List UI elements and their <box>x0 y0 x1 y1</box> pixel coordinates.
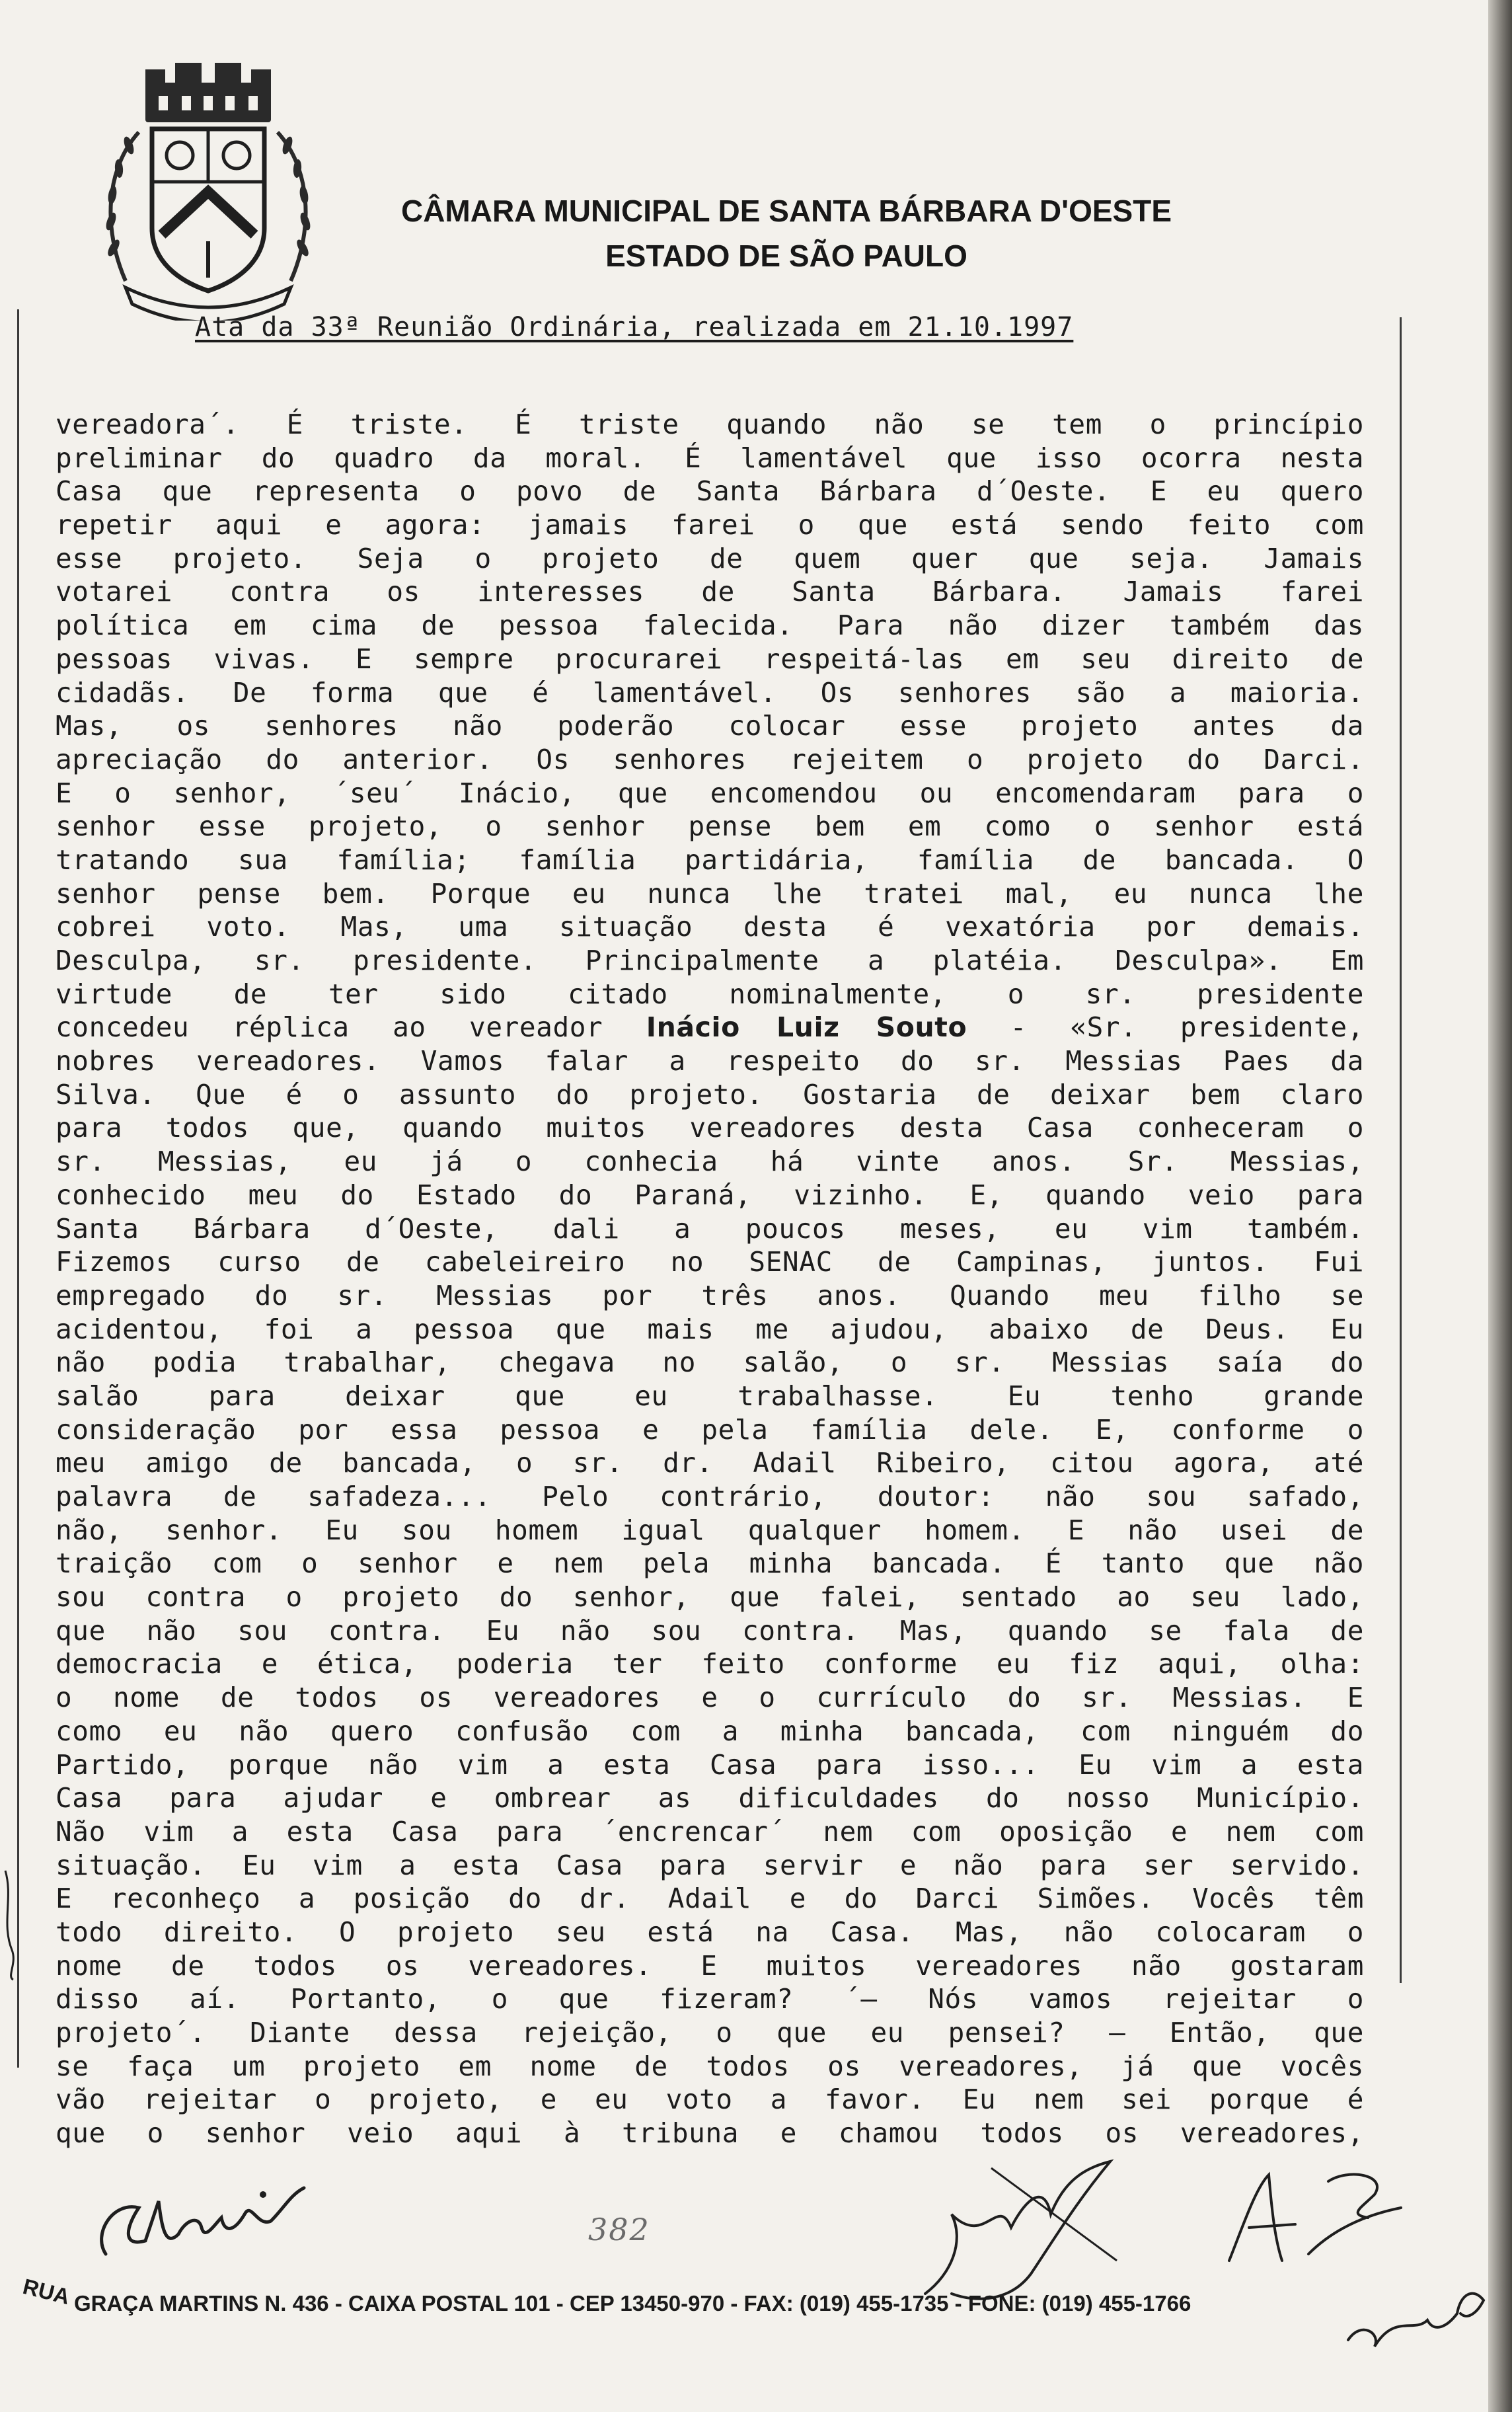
page-number: 382 <box>588 2212 650 2247</box>
text-line: esse projeto. Seja o projeto de quem quer que seja. Jamais <box>56 542 1364 574</box>
text-line: como eu não quero confusão com a minha bancada, com ninguém do <box>56 1715 1364 1747</box>
text-line: consideração por essa pessoa e pela família dele. E, conforme o <box>56 1413 1364 1446</box>
institution-header <box>291 188 1282 278</box>
text-line: para todos que, quando muitos vereadores desta Casa conheceram o <box>56 1112 1364 1144</box>
text-line: meu amigo de bancada, o sr. dr. Adail Ribeiro, citou agora, até <box>56 1447 1364 1479</box>
state-name: ESTADO DE SÃO PAULO <box>605 239 967 273</box>
text-line: não, senhor. Eu sou homem igual qualquer homem. E não usei de <box>56 1514 1364 1546</box>
text-line: que não sou contra. Eu não sou contra. Mas, quando se fala de <box>56 1614 1364 1647</box>
text-line: disso aí. Portanto, o que fizeram? ´— Nós vamos rejeitar o <box>56 1983 1364 2015</box>
text-line: empregado do sr. Messias por três anos. Quando meu filho se <box>56 1279 1364 1311</box>
footer-street-prefix: RUA <box>20 2274 73 2310</box>
text-line: palavra de safadeza... Pelo contrário, doutor: não sou safado, <box>56 1481 1364 1512</box>
signature-right <box>1216 2161 1414 2274</box>
text-line: tratando sua família; família partidária, família de bancada. O <box>56 843 1364 876</box>
text-line: Não vim a esta Casa para ´encrencar´ nem com oposição e nem com <box>56 1815 1364 1848</box>
text-line: Mas, os senhores não poderão colocar esse projeto antes da <box>56 710 1364 742</box>
text-line: traição com o senhor e nem pela minha bancada. É tanto que não <box>56 1547 1364 1580</box>
text-line: não podia trabalhar, chegava no salão, o sr. Messias saía do <box>56 1346 1364 1379</box>
text-line: sou contra o projeto do senhor, que falei, sentado ao seu lado, <box>56 1581 1364 1614</box>
text-line: vão rejeitar o projeto, e eu voto a favor. Eu nem sei porque é <box>56 2083 1364 2116</box>
text-segment: - «Sr. presidente, <box>967 1011 1364 1044</box>
right-margin-rule <box>1400 317 1402 1983</box>
text-line: nobres vereadores. Vamos falar a respeito do sr. Messias Paes da <box>56 1045 1364 1077</box>
coat-of-arms-emblem <box>99 63 317 321</box>
text-line: nome de todos os vereadores. E muitos vereadores não gostaram <box>56 1949 1364 1982</box>
text-line: conhecido meu do Estado do Paraná, vizinho. E, quando veio para <box>56 1179 1364 1211</box>
text-line: acidentou, foi a pessoa que mais me ajudou, abaixo de Deus. Eu <box>56 1313 1364 1345</box>
text-line: pessoas vivas. E sempre procurarei respeitá-las em seu direito de <box>56 642 1364 675</box>
text-line: cidadãs. De forma que é lamentável. Os senhores são a maioria. <box>56 676 1364 709</box>
text-line: preliminar do quadro da moral. É lamentável que isso ocorra nesta <box>56 442 1364 474</box>
scan-page-edge <box>1488 0 1512 2412</box>
text-line: apreciação do anterior. Os senhores rejeitem o projeto do Darci. <box>56 743 1364 775</box>
text-line: política em cima de pessoa falecida. Para não dizer também das <box>56 609 1364 642</box>
text-line: Santa Bárbara d´Oeste, dali a poucos meses, eu vim também. <box>56 1212 1364 1245</box>
minutes-body <box>56 408 1364 2150</box>
text-line: Casa que representa o povo de Santa Bárbara d´Oeste. E eu quero <box>56 475 1364 508</box>
minutes-title: Ata da 33ª Reunião Ordinária, realizada em 21.10.1997 <box>195 312 1074 342</box>
signature-left <box>86 2161 324 2274</box>
text-line: cobrei voto. Mas, uma situação desta é vexatória por demais. <box>56 911 1364 943</box>
text-line: Desculpa, sr. presidente. Principalmente a platéia. Desculpa». Em <box>56 945 1364 976</box>
text-segment: concedeu réplica ao vereador <box>56 1011 646 1044</box>
text-line: senhor esse projeto, o senhor pense bem em como o senhor está <box>56 810 1364 843</box>
councillor-name: Inácio Luiz Souto <box>646 1011 967 1044</box>
text-line: que o senhor veio aqui à tribuna e chamou todos os vereadores, <box>56 2117 1364 2150</box>
footer-address <box>20 2274 1427 2327</box>
left-margin-rule <box>17 309 19 2068</box>
text-line: o nome de todos os vereadores e o currículo do sr. Messias. E <box>56 1682 1364 1714</box>
text-line: Fizemos curso de cabeleireiro no SENAC de Campinas, juntos. Fui <box>56 1246 1364 1278</box>
text-line-with-name <box>56 1011 1364 1044</box>
text-line: projeto´. Diante dessa rejeição, o que eu pensei? — Então, que <box>56 2017 1364 2048</box>
text-line: Partido, porque não vim a esta Casa para isso... Eu vim a esta <box>56 1748 1364 1781</box>
text-line: Silva. Que é o assunto do projeto. Gostaria de deixar bem claro <box>56 1078 1364 1110</box>
text-line: votarei contra os interesses de Santa Bárbara. Jamais farei <box>56 576 1364 608</box>
text-line: democracia e ética, poderia ter feito conforme eu fiz aqui, olha: <box>56 1648 1364 1680</box>
text-line: sr. Messias, eu já o conhecia há vinte anos. Sr. Messias, <box>56 1146 1364 1178</box>
footer-contact-line: GRAÇA MARTINS N. 436 - CAIXA POSTAL 101 - CEP 13450-970 - FAX: (019) 455-1735 - FONE: (019) 455-1766 <box>74 2291 1191 2315</box>
text-line: Casa para ajudar e ombrear as dificuldades do nosso Município. <box>56 1782 1364 1814</box>
text-line: situação. Eu vim a esta Casa para servir e não para ser servido. <box>56 1849 1364 1881</box>
text-line: E o senhor, ´seu´ Inácio, que encomendou ou encomendaram para o <box>56 777 1364 809</box>
text-line: vereadora´. É triste. É triste quando não se tem o princípio <box>56 408 1364 440</box>
institution-name: CÂMARA MUNICIPAL DE SANTA BÁRBARA D'OESTE <box>400 194 1172 228</box>
text-line: salão para deixar que eu trabalhasse. Eu tenho grande <box>56 1380 1364 1412</box>
text-line: repetir aqui e agora: jamais farei o que está sendo feito com <box>56 509 1364 541</box>
text-line: todo direito. O projeto seu está na Casa. Mas, não colocaram o <box>56 1916 1364 1948</box>
margin-signature-mark <box>0 1864 22 1983</box>
text-line: senhor pense bem. Porque eu nunca lhe tratei mal, eu nunca lhe <box>56 877 1364 910</box>
text-line: se faça um projeto em nome de todos os vereadores, já que vocês <box>56 2050 1364 2082</box>
text-line: virtude de ter sido citado nominalmente, o sr. presidente <box>56 978 1364 1010</box>
text-line: E reconheço a posição do dr. Adail e do Darci Simões. Vocês têm <box>56 1883 1364 1915</box>
